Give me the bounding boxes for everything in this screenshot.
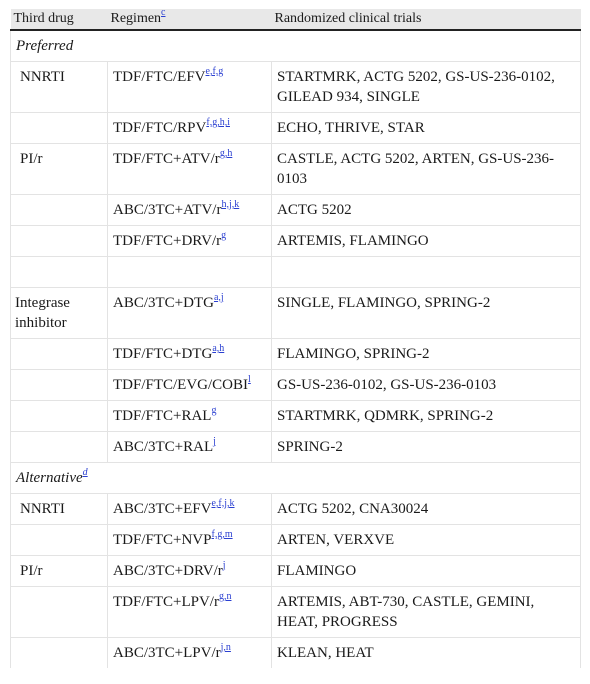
trials-cell: ECHO, THRIVE, STAR: [272, 113, 581, 144]
table-row: [11, 494, 581, 525]
trials-cell: ACTG 5202, CNA30024: [272, 494, 581, 525]
regimen-cell: [108, 401, 272, 432]
footnote-link[interactable]: a,j: [213, 292, 224, 303]
trials-cell: ACTG 5202: [272, 195, 581, 226]
trials-cell: SINGLE, FLAMINGO, SPRING-2: [272, 288, 581, 339]
regimen-text: ABC/3TC+RAL: [113, 439, 214, 455]
header-row: [11, 9, 581, 30]
spacer-row: [11, 257, 581, 288]
footnote-link[interactable]: f,g,h,i: [206, 117, 230, 128]
third-drug-cell: PI/r: [11, 556, 108, 587]
regimen-text: TDF/FTC+RAL: [113, 408, 212, 424]
section-row: [11, 30, 581, 62]
regimen-cell: [108, 432, 272, 463]
table-row: [11, 113, 581, 144]
trials-cell: SPRING-2: [272, 432, 581, 463]
table-row: [11, 339, 581, 370]
regimen-cell: [108, 195, 272, 226]
third-drug-cell: Integrase inhibitor: [11, 288, 108, 339]
trials-cell: ARTEN, VERXVE: [272, 525, 581, 556]
regimen-cell: [108, 587, 272, 638]
third-drug-cell: [11, 587, 108, 638]
footnote-link[interactable]: g: [211, 405, 217, 416]
regimen-text: TDF/FTC+DTG: [113, 346, 213, 362]
regimen-cell: [108, 638, 272, 669]
header-regimen: Regimen$^c$: [108, 9, 272, 30]
table-row: [11, 370, 581, 401]
regimen-table: [10, 9, 581, 668]
regimen-text: ABC/3TC+DTG: [113, 295, 214, 311]
third-drug-cell: [11, 226, 108, 257]
section-title: Preferred: [11, 30, 581, 62]
regimen-text: ABC/3TC+LPV/r: [113, 645, 221, 661]
table-row: [11, 432, 581, 463]
footnote-link[interactable]: e,f,g: [205, 66, 224, 77]
regimen-text: ABC/3TC+EFV: [113, 501, 212, 517]
third-drug-cell: [11, 432, 108, 463]
regimen-cell: [108, 144, 272, 195]
third-drug-cell: NNRTI: [11, 62, 108, 113]
footnote-link[interactable]: a,h: [212, 343, 225, 354]
table-row: [11, 525, 581, 556]
third-drug-cell: [11, 339, 108, 370]
section-title: Alternative$^d$: [11, 463, 581, 494]
trials-cell: GS-US-236-0102, GS-US-236-0103: [272, 370, 581, 401]
footnote-link[interactable]: j,n: [220, 642, 231, 653]
table-row: [11, 288, 581, 339]
third-drug-cell: [11, 195, 108, 226]
section-row: [11, 463, 581, 494]
table-row: [11, 401, 581, 432]
footnote-link[interactable]: c: [161, 7, 166, 18]
table-row: [11, 195, 581, 226]
trials-cell: KLEAN, HEAT: [272, 638, 581, 669]
trials-cell: FLAMINGO: [272, 556, 581, 587]
third-drug-cell: [11, 525, 108, 556]
regimen-text: TDF/FTC+ATV/r: [113, 151, 220, 167]
table-row: [11, 638, 581, 669]
third-drug-cell: [11, 638, 108, 669]
regimen-text: TDF/FTC/EFV: [113, 69, 206, 85]
footnote-link[interactable]: f,g,m: [211, 529, 233, 540]
footnote-link[interactable]: l: [248, 374, 251, 385]
footnote-link[interactable]: h,j,k: [221, 199, 240, 210]
empty-cell: [108, 257, 272, 288]
footnote-link[interactable]: j: [222, 560, 226, 571]
regimen-text: TDF/FTC/EVG/COBI: [113, 377, 249, 393]
trials-cell: STARTMRK, ACTG 5202, GS-US-236-0102, GILEAD 934, SINGLE: [272, 62, 581, 113]
footnote-link[interactable]: e,f,j,k: [211, 498, 235, 509]
table-header: [11, 9, 581, 30]
regimen-text: ABC/3TC+DRV/r: [113, 563, 223, 579]
regimen-text: TDF/FTC+DRV/r: [113, 233, 222, 249]
trials-cell: ARTEMIS, FLAMINGO: [272, 226, 581, 257]
regimen-cell: [108, 339, 272, 370]
header-trials: Randomized clinical trials: [272, 9, 581, 30]
regimen-text: TDF/FTC/RPV: [113, 120, 207, 136]
regimen-cell: [108, 556, 272, 587]
table-row: [11, 587, 581, 638]
third-drug-cell: [11, 113, 108, 144]
regimen-cell: [108, 226, 272, 257]
trials-cell: STARTMRK, QDMRK, SPRING-2: [272, 401, 581, 432]
trials-cell: ARTEMIS, ABT-730, CASTLE, GEMINI, HEAT, PROGRESS: [272, 587, 581, 638]
regimen-text: ABC/3TC+ATV/r: [113, 202, 222, 218]
regimen-text: TDF/FTC+NVP: [113, 532, 212, 548]
table-row: [11, 226, 581, 257]
regimen-cell: [108, 370, 272, 401]
footnote-link[interactable]: g,n: [218, 591, 232, 602]
table-row: [11, 556, 581, 587]
footnote-link[interactable]: g,h: [219, 148, 233, 159]
third-drug-cell: PI/r: [11, 144, 108, 195]
regimen-table-container: [10, 9, 580, 668]
footnote-link[interactable]: j: [213, 436, 216, 447]
footnote-link[interactable]: d: [82, 467, 88, 478]
regimen-text: TDF/FTC+LPV/r: [113, 594, 219, 610]
empty-cell: [272, 257, 581, 288]
table-body: [11, 30, 581, 668]
regimen-cell: [108, 525, 272, 556]
header-third-drug: Third drug: [11, 9, 108, 30]
footnote-link[interactable]: g: [221, 230, 227, 241]
third-drug-cell: [11, 401, 108, 432]
regimen-cell: [108, 113, 272, 144]
table-row: [11, 62, 581, 113]
regimen-cell: [108, 288, 272, 339]
trials-cell: FLAMINGO, SPRING-2: [272, 339, 581, 370]
regimen-cell: [108, 62, 272, 113]
third-drug-cell: NNRTI: [11, 494, 108, 525]
third-drug-cell: [11, 370, 108, 401]
empty-cell: [11, 257, 108, 288]
trials-cell: CASTLE, ACTG 5202, ARTEN, GS-US-236-0103: [272, 144, 581, 195]
table-row: [11, 144, 581, 195]
regimen-cell: [108, 494, 272, 525]
